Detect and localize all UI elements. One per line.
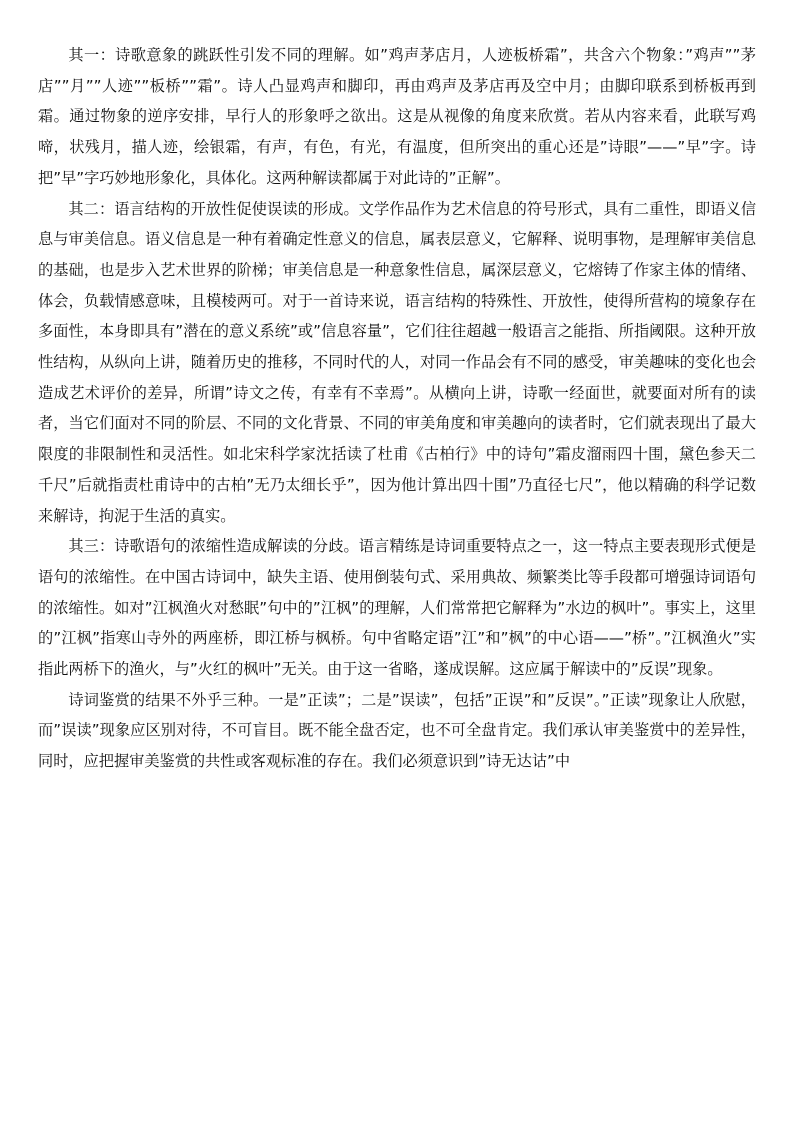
paragraph-one: 其一：诗歌意象的跳跃性引发不同的理解。如”鸡声茅店月，人迹板桥霜”，共含六个物象：”鸡声””茅店””月””人迹””板桥””霜”。诗人凸显鸡声和脚印，再由鸡声及茅店再及空中月；由脚印联系到桥板再到霜。通过物象的逆序安排，早行人的形象呼之欲出。这是从视像的角度来欣赏。若从内容来看，此联写鸡啼，状残月，描人迹，绘银霜，有声，有色，有光，有温度，但所突出的重心还是”诗眼”——”早”字。诗把”早”字巧妙地形象化，具体化。这两种解读都属于对此诗的”正解”。	[38, 46, 756, 187]
document-page	[38, 40, 756, 777]
paragraph-two: 其二：语言结构的开放性促使误读的形成。文学作品作为艺术信息的符号形式，具有二重性，即语义信息与审美信息。语义信息是一种有着确定性意义的信息，属表层意义，它解释、说明事物，是理解审美信息的基础，也是步入艺术世界的阶梯；审美信息是一种意象性信息，属深层意义，它熔铸了作家主体的情绪、体会，负载情感意味，且模棱两可。对于一首诗来说，语言结构的特殊性、开放性，使得所营构的境象存在多面性，本身即具有”潜在的意义系统”或”信息容量”，它们往往超越一般语言之能指、所指阈限。这种开放性结构，从纵向上讲，随着历史的推移，不同时代的人，对同一作品会有不同的感受，审美趣味的变化也会造成艺术评价的差异，所谓”诗文之传，有幸有不幸焉”。从横向上讲，诗歌一经面世，就要面对所有的读者，当它们面对不同的阶层、不同的文化背景、不同的审美角度和审美趣向的读者时，它们就表现出了最大限度的非限制性和灵活性。如北宋科学家沈括读了杜甫《古柏行》中的诗句”霜皮溜雨四十围，黛色参天二千尺”后就指责杜甫诗中的古柏”无乃太细长乎”，因为他计算出四十围”乃直径七尺”，他以精确的科学记数来解诗，拘泥于生活的真实。	[38, 199, 756, 525]
paragraph-four: 诗词鉴赏的结果不外乎三种。一是”正读”；二是”误读”，包括”正误”和”反误”。”正读”现象让人欣慰，而”误读”现象应区别对待，不可盲目。既不能全盘否定，也不可全盘肯定。我们承认审美鉴赏中的差异性，同时，应把握审美鉴赏的共性或客观标准的存在。我们必须意识到”诗无达诂”中	[38, 690, 756, 771]
paragraph-three: 其三：诗歌语句的浓缩性造成解读的分歧。语言精练是诗词重要特点之一，这一特点主要表现形式便是语句的浓缩性。在中国古诗词中，缺失主语、使用倒装句式、采用典故、频繁类比等手段都可增强诗词语句的浓缩性。如对”江枫渔火对愁眠”句中的”江枫”的理解，人们常常把它解释为”水边的枫叶”。事实上，这里的”江枫”指寒山寺外的两座桥，即江桥与枫桥。句中省略定语”江”和”枫”的中心语——”桥”。”江枫渔火”实指此两桥下的渔火，与”火红的枫叶”无关。由于这一省略，遂成误解。这应属于解读中的”反误”现象。	[38, 537, 756, 679]
